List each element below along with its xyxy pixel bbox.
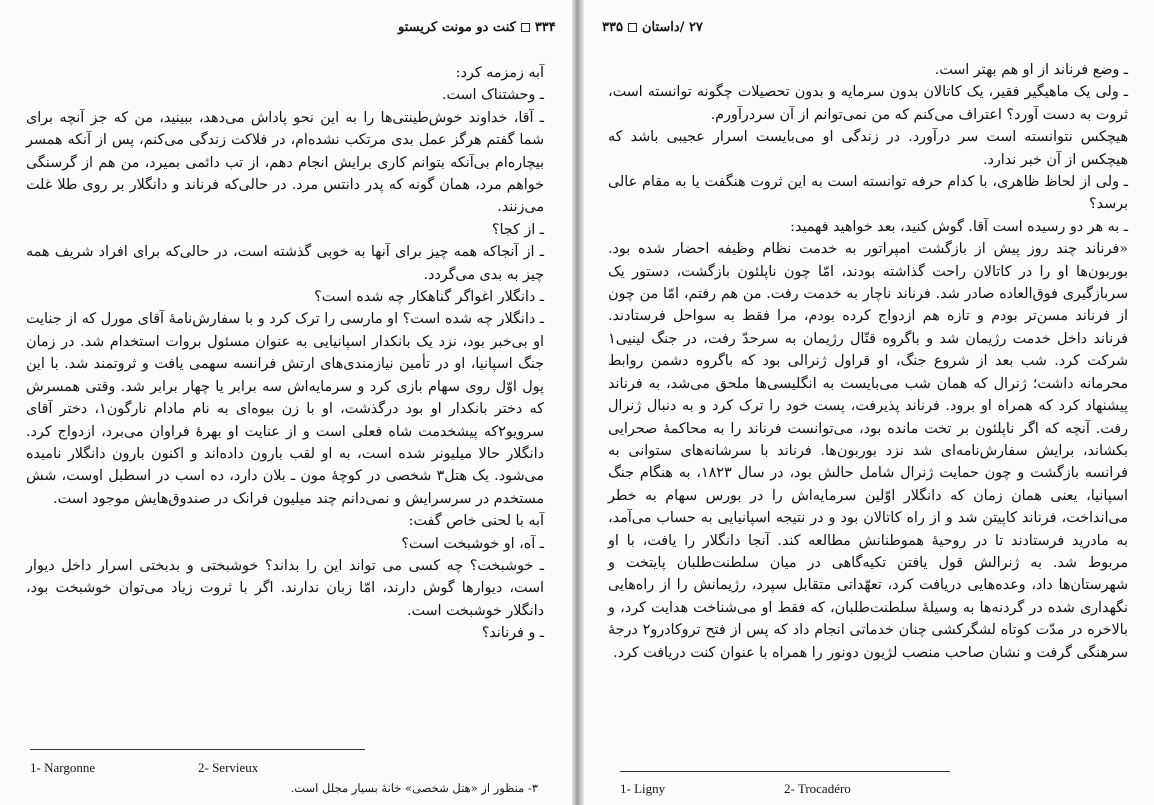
footnote-3: ۳- منظور از «هتل شخصی» خانهٔ بسیار مجلل است. (290, 781, 538, 795)
footnote-rule (620, 771, 950, 772)
left-header-title: کنت دو مونت کریستو (398, 20, 516, 35)
paragraph: ـ وضع فرناند از او هم بهتر است. (934, 62, 1128, 78)
footnote-1: 1- Ligny (620, 781, 666, 796)
footnote-rule (30, 749, 365, 750)
footnote-2: 2- Trocadéro (784, 781, 851, 796)
right-header-page-number: ۳۳۵ (602, 20, 623, 35)
paragraph: ـ وحشتناک است. (441, 87, 544, 104)
left-running-header (398, 20, 556, 35)
left-body-text (26, 62, 544, 645)
right-running-header (602, 20, 703, 35)
paragraph: هیچکس نتوانسته است سر درآورد. در زندگی او می‌بایست اسرار عجیبی باشد که هیچکس از آن خبر ندارد. (608, 129, 1128, 168)
paragraph: ـ به هر دو رسیده است آقا. گوش کنید، بعد خواهید فهمید: (790, 218, 1128, 235)
paragraph: ـ آقا، خداوند خوش‌طینتی‌ها را به این نحو پاداش می‌دهد، ببینید، من که جز آنچه برای شما گفتم هرگز عمل بدی مرتکب نشده‌ام، در فلاکت زندگی می‌کنم، پس از آنکه همسر بیچاره‌ام بی‌آنکه بتوانم کاری برایش انجام دهم، از تب دائمی بمیرد، من هم از گرسنگی خواهم مرد، همان گونه که پدر دانتس مرد. در حالی‌که فرناند و دانگلار بر روی طلا غلت می‌زنند. (26, 109, 544, 216)
paragraph: ـ از کجا؟ (491, 221, 544, 238)
paragraph: «فرناند چند روز پیش از بازگشت امپراتور به خدمت نظام وظیفه احضار شده بود. بوربون‌ها او را در کاتالان راحت گذاشته بودند، امّا چون ناپلئون بازگشت، دستور یک سربازگیری فوق‌العاده صادر شد. فرناند ناچار به خدمت رفت. من هم رفتم، امّا من چون از فرناند مسن‌تر بودم و تازه هم ازدواج کرده بودم، مرا فقط به سواحل فرستادند. فرناند داخل خدمت رژیمان شد و باگروه قتّال رژیمان به سرحدّ رفت، در جنگ لینیی۱ شرکت کرد. شب بعد از شروع جنگ، او قراول ژنرالی بود که باگروه دشمن روابط محرمانه داشت؛ ژنرال که همان شب می‌بایست به انگلیسی‌ها ملحق می‌شد، به فرناند پیشنهاد کرد که همراه او برود. فرناند پذیرفت، پست خود را ترک کرد و به دنبال ژنرال رفت. آنچه که اگر ناپلئون بر تخت مانده بود، می‌توانست فرناند را به محاکمهٔ صحرایی بکشاند، برایش سفارش‌نامه‌ای شد نزد بوربون‌ها. فرناند با سرشانه‌های ستوانی به فرانسه بازگشت و چون حمایت ژنرال شامل حالش بود، در سال ۱۸۲۳، به هنگام جنگ اسپانیا، یعنی همان زمان که دانگلار اوّلین سرمایه‌اش را در بورس سهام به خطر می‌انداخت، فرناند کاپیتن شد و از راه کاتالان بود و در نتیجه اسپانیایی به حساب می‌آمد، به مادرید فرستادند تا در روحیهٔ هموطنانش مطالعه کند. آنجا دانگلار را یافت، با او مربوط شد. به ژنرالش قول یافتن تکیه‌گاهی در میان سلطنت‌طلبان پایتخت و شهرستان‌ها داد، وعده‌هایی دریافت کرد، تعهّداتی متقابل سپرد، رژیمانش را از راه‌هایی نگهداری شده در گردنه‌ها به وسیلهٔ سلطنت‌طلبان، که فقط او می‌شناخت هدایت کرد، و بالاخره در مدّت کوتاه لشگرکشی چنان خدماتی انجام داد که پس از فتح تروکادرو۲ درجهٔ سرهنگی گرفت و نشان صاحب منصب لژیون دونور را همراه با عنوان کنت دریافت کرد. (608, 241, 1128, 661)
book-gutter (572, 0, 584, 805)
paragraph: آبه با لحنی خاص گفت: (408, 513, 544, 530)
right-body-text (608, 59, 1128, 664)
paragraph: آبه زمزمه کرد: (455, 65, 544, 81)
right-header-chapter: ۲۷ /داستان (641, 20, 703, 35)
paragraph: ـ دانگلار اغواگر گناهکار چه شده است؟ (314, 289, 544, 306)
square-ornament-icon (521, 23, 530, 32)
paragraph: ـ ولی از لحاظ ظاهری، با کدام حرفه توانسته است به این ثروت هنگفت یا به مقام عالی برسد؟ (608, 174, 1128, 213)
paragraph: ـ خوشبخت؟ چه کسی می تواند این را بداند؟ خوشبختی و بدبختی اسرار داخل دیوار است، دیوارها گوش دارند، امّا زبان ندارند. اگر با ثروت زیاد می‌توان خوشبخت بود، دانگلار خوشبخت است. (26, 557, 544, 619)
footnote-1: 1- Nargonne (30, 760, 96, 775)
footnote-2: 2- Servieux (198, 760, 259, 775)
paragraph: ـ آه، او خوشبخت است؟ (401, 535, 544, 552)
left-page (0, 0, 572, 805)
paragraph: ـ و فرناند؟ (481, 625, 544, 642)
right-page (584, 0, 1154, 805)
paragraph: ـ ولی یک ماهیگیر فقیر، یک کاتالان بدون سرمایه و بدون تحصیلات چگونه توانسته است، ثروت به دست آورد؟ اعتراف می‌کنم که من نمی‌توانم از آن سردرآورم. (608, 84, 1128, 123)
paragraph: ـ از آنجاکه همه چیز برای آنها به خوبی گذشته است، در حالی‌که برای افراد شریف همه چیز به بدی می‌گردد. (26, 244, 544, 283)
square-ornament-icon (628, 23, 637, 32)
paragraph: ـ دانگلار چه شده است؟ او مارسی را ترک کرد و با سفارش‌نامهٔ آقای مورل که از جنایت او بی‌خبر بود، نزد یک بانکدار اسپانیایی به عنوان مسئول بروات استخدام شد. در زمان جنگ اسپانیا، او در تأمین نیازمندی‌های ارتش فرانسه سهمی یافت و ثروتمند شد. با این پول اوّل روی سهام بازی کرد و سرمایه‌اش سه برابر یا چهار برابر شد. وقتی همسرش که دختر بانکدار او بود درگذشت، او با زن بیوه‌ای به نام مادام نارگون۱، دختر آقای سرویو۲که پیشخدمت شاه فعلی است و از عنایت او بهرهٔ فراوان می‌برد، ازدواج کرد. دانگلار حالا میلیونر شده است، به او لقب بارون داده‌اند و اکنون بارون دانگلار نامیده می‌شود. یک هتل۳ شخصی در کوچهٔ مون ـ بلان دارد، ده اسب در اسطبل اوست، شش مستخدم در سرسرایش و نمی‌دانم چند میلیون فرانک در صندوق‌هایش موجود است. (26, 311, 544, 507)
left-header-page-number: ۳۳۴ (534, 20, 556, 35)
